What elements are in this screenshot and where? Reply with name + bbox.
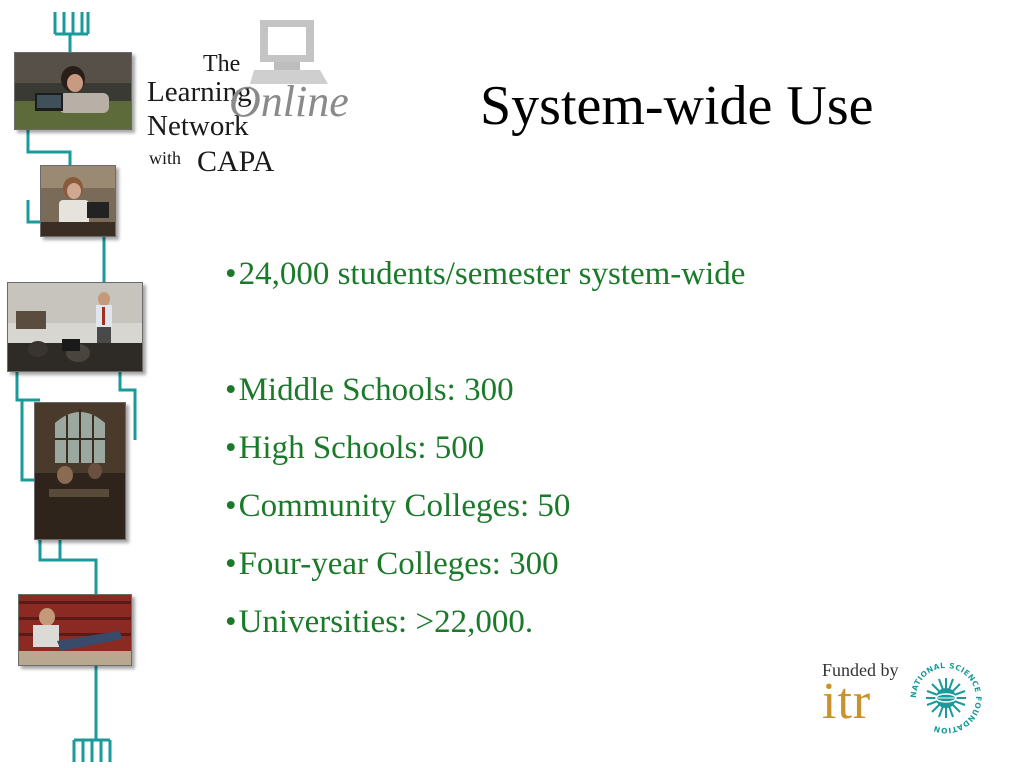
bullet-text: Universities: >22,000. <box>238 604 534 640</box>
funded-by-label: Funded by <box>822 660 899 680</box>
bullet-text: Four-year Colleges: 300 <box>238 546 559 582</box>
bullet-marker: • <box>225 604 237 640</box>
funding-badge <box>820 656 990 746</box>
bullet-item <box>225 432 484 465</box>
bullet-marker: • <box>225 488 237 524</box>
nsf-seal-icon <box>906 658 986 738</box>
nsf-seal-text: NATIONAL SCIENCE FOUNDATION <box>908 660 984 736</box>
photo-student-reading <box>18 594 132 666</box>
bullet-item <box>225 548 559 581</box>
bullet-item <box>225 490 570 523</box>
logo-word-the: The <box>203 51 241 77</box>
bullet-marker: • <box>225 546 237 582</box>
logo-word-capa: CAPA <box>197 145 275 178</box>
itr-logo: itr <box>822 673 872 730</box>
photo-instructor-classroom <box>7 282 143 372</box>
photo-library-study <box>34 402 126 540</box>
bullet-marker: • <box>225 372 237 408</box>
bullet-text: Community Colleges: 50 <box>238 488 571 524</box>
logo-word-learning: Learning <box>147 76 252 108</box>
logo-word-network: Network <box>147 110 249 142</box>
photo-student-lecture-hall <box>40 165 116 237</box>
logo-word-online: Online <box>229 77 349 126</box>
bullet-marker: • <box>225 430 237 466</box>
bullet-text: 24,000 students/semester system-wide <box>238 256 746 292</box>
bullet-text: Middle Schools: 300 <box>238 372 514 408</box>
bullet-item <box>225 258 745 291</box>
logo-word-with: with <box>149 148 182 168</box>
photo-student-laptop-outdoors <box>14 52 132 130</box>
learning-network-logo <box>145 18 395 188</box>
bullet-item <box>225 374 514 407</box>
slide-title: System-wide Use <box>480 75 874 137</box>
bullet-marker: • <box>225 256 237 292</box>
bullet-text: High Schools: 500 <box>238 430 485 466</box>
bullet-item <box>225 606 533 639</box>
